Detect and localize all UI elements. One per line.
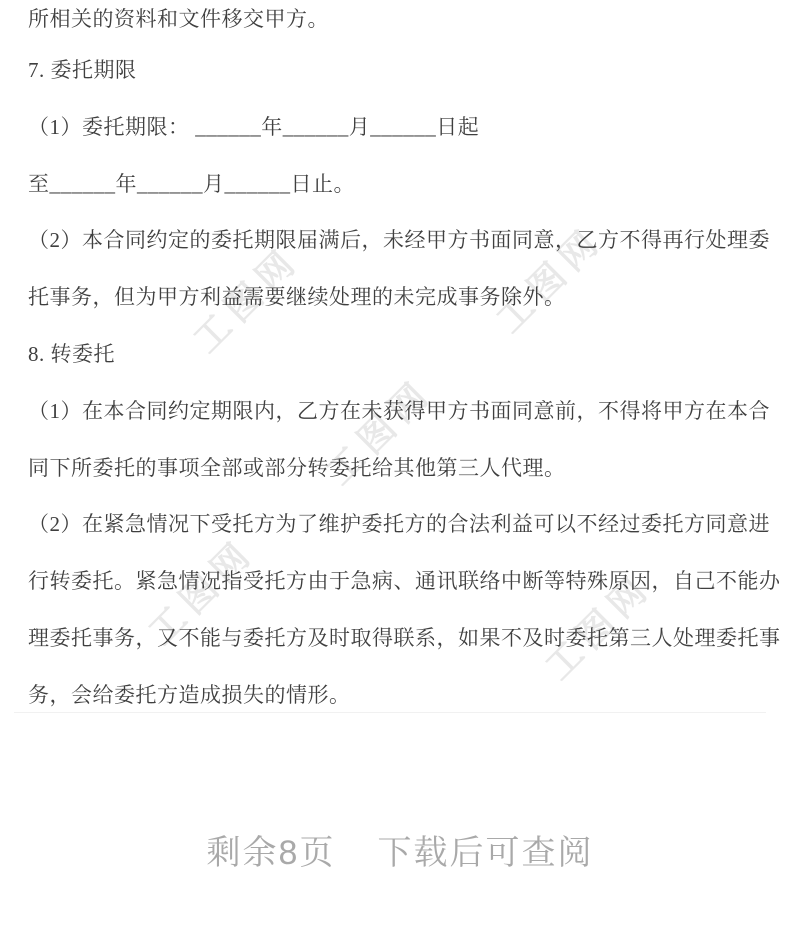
site-watermark: 工图网 bbox=[488, 218, 611, 341]
doc-line: 同下所委托的事项全部或部分转委托给其他第三人代理。 bbox=[28, 455, 566, 480]
doc-line: （1）在本合同约定期限内，乙方在未获得甲方书面同意前，不得将甲方在本合 bbox=[28, 398, 770, 423]
doc-line: （2）在紧急情况下受托方为了维护委托方的合法利益可以不经过委托方同意进 bbox=[28, 512, 770, 537]
doc-line: 托事务，但为甲方利益需要继续处理的未完成事务除外。 bbox=[28, 285, 566, 310]
site-watermark: 工图网 bbox=[140, 530, 263, 653]
download-hint-label: 下载后可查阅 bbox=[377, 834, 594, 872]
site-watermark: 工图网 bbox=[185, 238, 308, 361]
doc-line: （1）委托期限： ______年______月______日起 bbox=[28, 114, 480, 139]
doc-line: （2）本合同约定的委托期限届满后，未经甲方书面同意，乙方不得再行处理委 bbox=[28, 228, 770, 253]
doc-line: 行转委托。紧急情况指受托方由于急病、通讯联络中断等特殊原因，自己不能办 bbox=[28, 569, 781, 594]
remaining-pages-label: 剩余8页 bbox=[206, 834, 336, 872]
doc-line: 务，会给委托方造成损失的情形。 bbox=[28, 682, 351, 707]
preview-footer bbox=[0, 830, 800, 876]
site-watermark: 工图网 bbox=[318, 370, 441, 493]
doc-line: 所相关的资料和文件移交甲方。 bbox=[28, 7, 329, 31]
doc-line: 理委托事务，又不能与委托方及时取得联系，如果不及时委托第三人处理委托事 bbox=[28, 626, 781, 650]
doc-line: 8. 转委托 bbox=[28, 342, 115, 366]
page-bottom-divider bbox=[14, 712, 766, 713]
doc-line: 至______年______月______日止。 bbox=[28, 171, 355, 196]
site-watermark: 工图网 bbox=[537, 565, 660, 688]
doc-line: 7. 委托期限 bbox=[28, 58, 137, 82]
